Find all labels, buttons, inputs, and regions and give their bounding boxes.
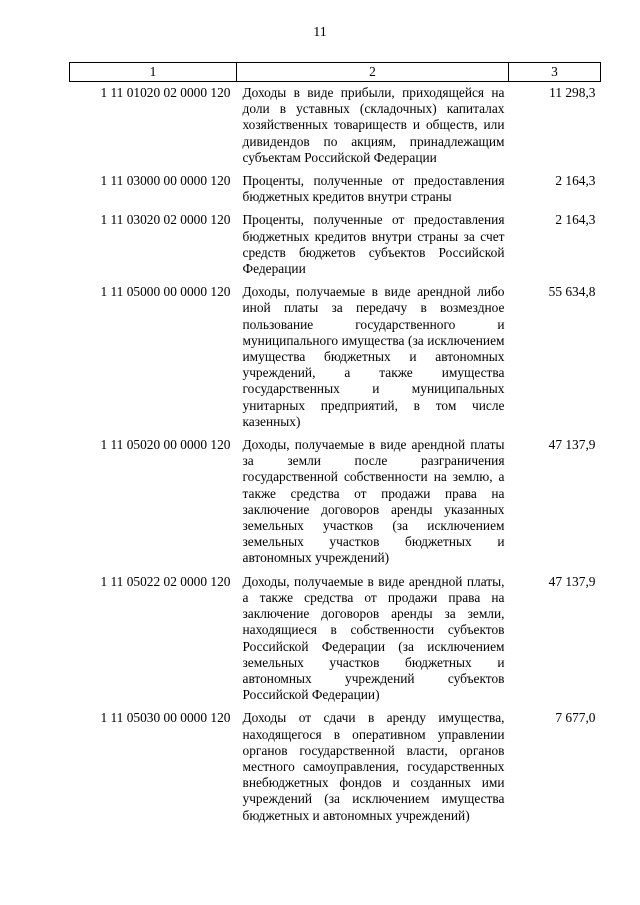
row-amount: 2 164,3 bbox=[555, 173, 596, 189]
row-code: 1 11 05020 00 0000 120 bbox=[100, 437, 231, 453]
header-amount: 3 bbox=[509, 63, 601, 82]
header-row bbox=[70, 63, 601, 82]
table-body bbox=[70, 82, 601, 828]
row-description: Доходы, получаемые в виде арендной платы, а также средства от продажи права на заключение договоров аренды за земли, находящиеся в собственности субъектов Российской Федерации (за исключением земельных участков бюджетных и автономных учреждений субъектов Российской Федерации) bbox=[242, 573, 505, 703]
row-code: 1 11 05022 02 0000 120 bbox=[100, 573, 231, 589]
revenue-table bbox=[69, 62, 601, 828]
table-row bbox=[70, 707, 601, 827]
row-amount: 47 137,9 bbox=[548, 573, 596, 589]
table-row bbox=[70, 82, 601, 171]
row-description: Доходы в виде прибыли, приходящейся на доли в уставных (складочных) капиталах хозяйственных товариществ и обществ, или дивидендов по акциям, принадлежащим субъектам Российской Федерации bbox=[242, 85, 505, 165]
table-row bbox=[70, 434, 601, 571]
page-number: 11 bbox=[313, 25, 327, 40]
row-amount: 47 137,9 bbox=[548, 437, 596, 453]
table-row bbox=[70, 170, 601, 209]
table-row bbox=[70, 281, 601, 434]
row-amount: 2 164,3 bbox=[555, 212, 596, 228]
row-amount: 55 634,8 bbox=[548, 284, 596, 300]
row-code: 1 11 01020 02 0000 120 bbox=[100, 85, 231, 100]
table-row bbox=[70, 209, 601, 281]
row-amount: 7 677,0 bbox=[555, 710, 596, 726]
row-code: 1 11 03000 00 0000 120 bbox=[100, 173, 231, 189]
row-description: Проценты, полученные от предоставления бюджетных кредитов внутри страны bbox=[242, 173, 505, 205]
row-code: 1 11 03020 02 0000 120 bbox=[100, 212, 231, 228]
table-row bbox=[70, 571, 601, 708]
row-code: 1 11 05000 00 0000 120 bbox=[100, 284, 231, 300]
row-code: 1 11 05030 00 0000 120 bbox=[100, 710, 231, 726]
table-header bbox=[70, 63, 601, 82]
header-description: 2 bbox=[237, 63, 509, 82]
row-description: Доходы, получаемые в виде арендной платы за земли после разграничения государственной собственности на землю, а также средства от продажи права на заключение договоров аренды указанных земельных участков (за исключением земельных участков бюджетных и автономных учреждений) bbox=[242, 437, 505, 566]
row-description: Проценты, полученные от предоставления бюджетных кредитов внутри страны за счет средств бюджетов субъектов Российской Федерации bbox=[242, 212, 505, 277]
row-amount: 11 298,3 bbox=[549, 85, 596, 100]
header-code: 1 bbox=[70, 63, 237, 82]
row-description: Доходы от сдачи в аренду имущества, находящегося в оперативном управлении органов государственной власти, органов местного самоуправления, государственных внебюджетных фондов и созданных ими учреждений (за исключением имущества бюджетных и автономных учреждений) bbox=[242, 710, 505, 823]
row-description: Доходы, получаемые в виде арендной либо иной платы за передачу в возмездное пользование государственного и муниципального имущества (за исключением имущества бюджетных и автономных учреждений, а также имущества государственных и муниципальных унитарных предприятий, в том числе казенных) bbox=[242, 284, 505, 429]
